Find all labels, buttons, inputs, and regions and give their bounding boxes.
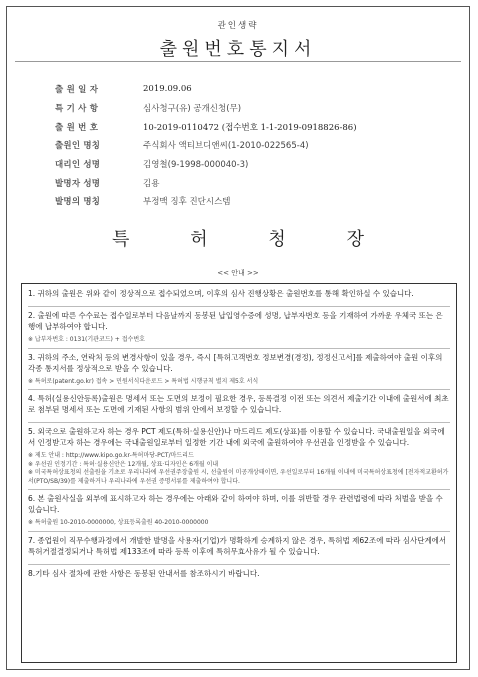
notice-item xyxy=(28,493,450,532)
field-value: 주식회사 액티브디앤씨(1-2010-022565-4) xyxy=(143,141,309,152)
notice-document xyxy=(6,6,470,670)
field-value: 김용 xyxy=(143,178,160,189)
notice-item xyxy=(28,568,450,586)
notice-subnote: ※ 특허출원 10-2010-0000000, 상표등록출원 40-2010-0000000 xyxy=(28,519,209,526)
notice-text: 1. 귀하의 출원은 위와 같이 정상적으로 접수되었으며, 이후의 심사 진행상황은 출원번호를 통해 확인하실 수 있습니다. xyxy=(28,289,414,298)
commissioner-signature xyxy=(7,225,469,251)
signature-char: 장 xyxy=(346,229,364,250)
notice-text: 4. 특허(실용신안등록)출원은 명세서 또는 도면의 보정이 필요한 경우, 등록결정 이전 또는 의견서 제출기간 이내에 출원서에 최초로 첨부된 명세서 또는 도면에 기재된 사항의 범위 안에서 보정할 수 있습니다. xyxy=(28,394,449,414)
field-filing-date xyxy=(55,80,465,99)
field-value: 10-2019-0110472 (접수번호 1-1-2019-0918826-86) xyxy=(143,122,357,133)
field-label: 출 원 번 호 xyxy=(55,122,99,133)
notice-text: 3. 귀하의 주소, 연락처 등의 변경사항이 있을 경우, 즉시 [특허고객번호 정보변경(경정), 정정신고서]를 제출하여야 출원 이후의 각종 통지서를 정상적으로 받을 수 있습니다. xyxy=(28,352,443,373)
field-invention-title xyxy=(55,192,465,211)
notice-text: 2. 출원에 따른 수수료는 접수일로부터 다음날까지 동봉된 납입영수증에 성명, 납부자번호 등을 기재하여 가까운 우체국 또는 은행에 납부하여야 합니다. xyxy=(28,311,443,331)
signature-char: 청 xyxy=(268,229,286,250)
notice-text: 8.기타 심사 절차에 관한 사항은 동봉된 안내서를 참조하시기 바랍니다. xyxy=(28,568,260,578)
signature-char: 허 xyxy=(190,229,208,250)
notice-item xyxy=(28,426,450,490)
notice-subnote: ※ 납부자번호 : 0131(기관코드) + 접수번호 xyxy=(28,336,145,343)
field-label: 출원인 명칭 xyxy=(55,141,101,152)
field-value: 부정맥 징후 진단시스템 xyxy=(143,197,231,208)
field-agent-name xyxy=(55,155,465,174)
notice-item xyxy=(28,288,450,307)
title-divider xyxy=(15,61,461,62)
notice-subnote: ※ 제도 안내 : http://www.kipo.go.kr-특허마당-PCT/마드리드 xyxy=(28,452,194,459)
field-value: 심사청구(유) 공개신청(무) xyxy=(143,104,242,115)
field-inventor-name xyxy=(55,173,465,192)
notice-subnote: ※ 우선권 인정기간 : 특허·실용신안은 12개월, 상표·디자인은 6개월 이내 xyxy=(28,460,219,468)
field-label: 대리인 성명 xyxy=(55,160,101,171)
field-applicant-name xyxy=(55,136,465,155)
field-label: 발명자 성명 xyxy=(55,178,101,189)
field-value: 2019.09.06 xyxy=(143,84,192,95)
field-label: 발명의 명칭 xyxy=(55,197,101,208)
field-value: 김영철(9-1998-000040-3) xyxy=(143,160,249,171)
notice-item xyxy=(28,393,450,423)
notice-text: 5. 외국으로 출원하고자 하는 경우 PCT 제도(특허·실용신안)나 마드리드 제도(상표)를 이용할 수 있습니다. 국내출원일을 외국에서 인정받고자 하는 경우에는 국내출원일로부터 일정한 기간 내에 외국에 출원하여야 우선권을 인정받을 수 있습니다. xyxy=(28,427,445,447)
field-special-notes xyxy=(55,99,465,118)
notice-item xyxy=(28,310,450,349)
notice-subnote: ※ 특허로(patent.go.kr) 접속 > 민원서식다운로드 > 특허법 시행규칙 별지 제5호 서식 xyxy=(28,377,259,385)
guide-box xyxy=(21,283,457,663)
notice-subnote: ※ 미국특허상표청의 선출원을 기초로 우리나라에 우선권주장출원 시, 선출원이 미공개상태이면, 우선일로부터 16개월 이내에 미국특허상표청에 [전자적교환허가서(PTO/SB/39)를 제출하거나 우리나라에 우선권 증명서류를 제출하여야 합니다. xyxy=(28,469,449,485)
field-label: 특 기 사 항 xyxy=(55,104,99,115)
guide-heading: << 안내 >> xyxy=(217,269,259,277)
signature-char: 특 xyxy=(112,229,130,250)
field-label: 출 원 일 자 xyxy=(55,85,99,96)
notice-text: 7. 종업원이 직무수행과정에서 개발한 발명을 사용자(기업)가 명확하게 승계하지 않은 경우, 특허법 제62조에 따라 심사단계에서 특허거절결정되거나 특허법 제133조에 따라 등록 이후에 특허무효사유가 될 수 있습니다. xyxy=(28,535,447,556)
notice-item xyxy=(28,352,450,391)
field-application-number xyxy=(55,117,465,136)
application-fields xyxy=(55,80,465,211)
notice-item xyxy=(28,535,450,565)
notice-text: 6. 본 출원사실을 외부에 표시하고자 하는 경우에는 아래와 같이 하여야 하며, 이를 위반할 경우 관련법령에 따라 처벌을 받을 수 있습니다. xyxy=(28,494,443,514)
document-title: 출원번호통지서 xyxy=(159,39,317,60)
seal-omitted-label: 관인생략 xyxy=(217,21,259,31)
